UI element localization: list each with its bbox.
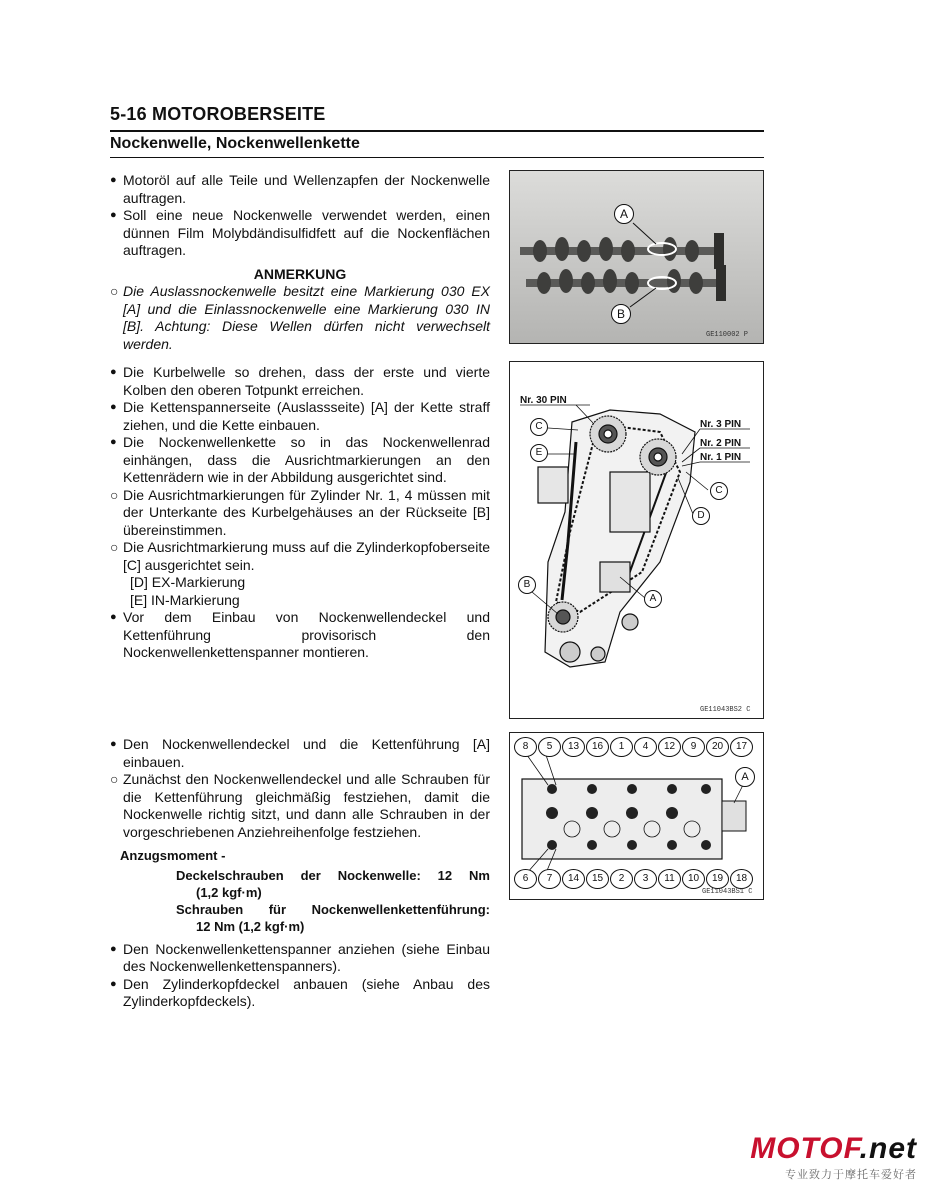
circle-bullet-icon: ○ — [110, 283, 119, 299]
watermark-tagline: 专业致力于摩托车爱好者 — [785, 1169, 917, 1181]
section1-text — [110, 172, 490, 353]
bullet-item: ● Vor dem Einbau von Nockenwellendeckel und Kettenführung provisorisch den Nockenwellenkettenspanner montieren. — [110, 609, 490, 660]
bolt-number: 11 — [658, 869, 681, 889]
sub-item: ○ Die Ausrichtmarkierung muss auf die Zylinderkopfoberseite [C] ausgerichtet sein. — [110, 539, 490, 573]
bolt-number: 13 — [562, 737, 585, 757]
bolt-number: 12 — [658, 737, 681, 757]
figure-code: GE110002 P — [706, 331, 749, 339]
bullet-item: ● Den Nockenwellenkettenspanner anziehen (siehe Einbau des Nockenwellenkettenspanners). — [110, 940, 490, 974]
callout-e: E — [530, 444, 548, 462]
bullet-item: ● Die Nockenwellenkette so in das Nockenwellenrad einhängen, dass die Ausrichtmarkierungen an den Kettenrädern wie in der Abbildung ausgerichtet sind. — [110, 434, 490, 485]
legend-e: [E] IN-Markierung — [130, 591, 240, 608]
section3-text — [110, 736, 490, 1011]
camshaft-illustration — [510, 171, 763, 343]
section2-text — [110, 364, 490, 662]
pin1-label: Nr. 1 PIN — [700, 452, 742, 463]
torque-value-2-nm: 12 Nm (1,2 kgf·m) — [196, 918, 305, 934]
circle-bullet-icon: ○ — [110, 771, 119, 787]
torque-value-1: Deckelschrauben der Nockenwelle: 12 Nm — [176, 867, 490, 883]
bolt-number: 19 — [706, 869, 729, 889]
sub-item: ○ Die Ausrichtmarkierungen für Zylinder Nr. 1, 4 müssen mit der Unterkante des Kurbelgehäuses an der Rückseite [B] übereinstimmen. — [110, 486, 490, 538]
watermark-logo — [750, 1132, 917, 1166]
pin30-label: Nr. 30 PIN — [520, 395, 567, 406]
bolt-number: 20 — [706, 737, 729, 757]
bullet-icon: ● — [110, 977, 117, 990]
bullet-item: ● Den Zylinderkopfdeckel anbauen (siehe Anbau des Zylinderkopfdeckels). — [110, 975, 490, 1009]
callout-a: A — [644, 590, 662, 608]
bolt-number: 18 — [730, 869, 753, 889]
bolt-number: 15 — [586, 869, 609, 889]
site-watermark — [750, 1132, 917, 1182]
circle-bullet-icon: ○ — [110, 486, 119, 503]
bullet-icon: ● — [110, 611, 117, 623]
bullet-item: ● Die Kettenspannerseite (Auslassseite) [A] der Kette straff ziehen, und die Kette einbauen. — [110, 399, 490, 433]
circle-bullet-icon: ○ — [110, 539, 119, 555]
engine-chain-illustration — [510, 362, 763, 718]
figure-code: GE11043BS2 C — [700, 706, 751, 714]
torque-title: Anzugsmoment - — [120, 848, 226, 863]
bolt-number: 6 — [514, 869, 537, 889]
callout-c: C — [530, 418, 548, 436]
callout-b: B — [518, 576, 536, 594]
pin2-label: Nr. 2 PIN — [700, 438, 742, 449]
title-rule — [110, 130, 764, 132]
bullet-icon: ● — [110, 738, 117, 750]
bolt-number: 3 — [634, 869, 657, 889]
section-rule — [110, 157, 764, 158]
note-item: ○ Die Auslassnockenwelle besitzt eine Markierung 030 EX [A] und die Einlassnockenwelle eine Markierung 030 IN [B]. Achtung: Diese Wellen dürfen nicht verwechselt werden. — [110, 283, 490, 352]
bolt-number: 2 — [610, 869, 633, 889]
callout-a: A — [614, 204, 634, 224]
bolt-number: 16 — [586, 737, 609, 757]
bolt-number: 1 — [610, 737, 633, 757]
bolt-number: 10 — [682, 869, 705, 889]
callout-b: B — [611, 304, 631, 324]
bolt-number: 9 — [682, 737, 705, 757]
note-title: ANMERKUNG — [253, 265, 347, 282]
bullet-icon: ● — [110, 436, 117, 448]
timing-chain-diagram — [509, 361, 764, 719]
bullet-item: ● Motoröl auf alle Teile und Wellenzapfen der Nockenwelle auftragen. — [110, 172, 490, 206]
bottom-number-row — [514, 869, 760, 889]
callout-d: D — [692, 507, 710, 525]
sub-item: ○ Zunächst den Nockenwellendeckel und alle Schrauben für die Kettenführung gleichmäßig festziehen, damit die Nockenwelle richtig sitzt, und dann alle Schrauben in der vorgeschriebenen Anziehreihenfolge festziehen. — [110, 771, 490, 840]
bullet-icon: ● — [110, 174, 117, 186]
bolt-number: 8 — [514, 737, 537, 757]
callout-c-right: C — [710, 482, 728, 500]
bolt-number: 17 — [730, 737, 753, 757]
section-title: Nockenwelle, Nockenwellenkette — [110, 135, 360, 152]
watermark-brand: MOTOF — [750, 1132, 860, 1165]
callout-a: A — [735, 767, 755, 787]
bullet-icon: ● — [110, 401, 117, 413]
bullet-item: ● Soll eine neue Nockenwelle verwendet werden, einen dünnen Film Molybdändisulfidfett auf die Nockenflächen auftragen. — [110, 207, 490, 258]
watermark-tld: .net — [859, 1132, 917, 1165]
bullet-icon: ● — [110, 209, 117, 221]
camshaft-photo — [509, 170, 764, 344]
bolt-number: 4 — [634, 737, 657, 757]
figure-code: GE11043BS1 C — [702, 888, 753, 896]
bolt-sequence-diagram — [509, 732, 764, 900]
bolt-number: 5 — [538, 737, 561, 757]
bullet-icon: ● — [110, 366, 117, 378]
bullet-icon: ● — [110, 942, 117, 955]
top-number-row — [514, 737, 760, 757]
torque-value-2: Schrauben für Nockenwellenkettenführung: — [176, 901, 490, 917]
legend-d: [D] EX-Markierung — [130, 574, 246, 590]
page-title: 5-16 MOTOROBERSEITE — [110, 104, 326, 124]
bolt-number: 14 — [562, 869, 585, 889]
pin3-label: Nr. 3 PIN — [700, 419, 742, 430]
bolt-number: 7 — [538, 869, 561, 889]
torque-value-1-kgf: (1,2 kgf·m) — [196, 884, 262, 900]
bullet-item: ● Den Nockenwellendeckel und die Kettenführung [A] einbauen. — [110, 736, 490, 770]
bullet-item: ● Die Kurbelwelle so drehen, dass der erste und vierte Kolben den oberen Totpunkt erreichen. — [110, 364, 490, 398]
